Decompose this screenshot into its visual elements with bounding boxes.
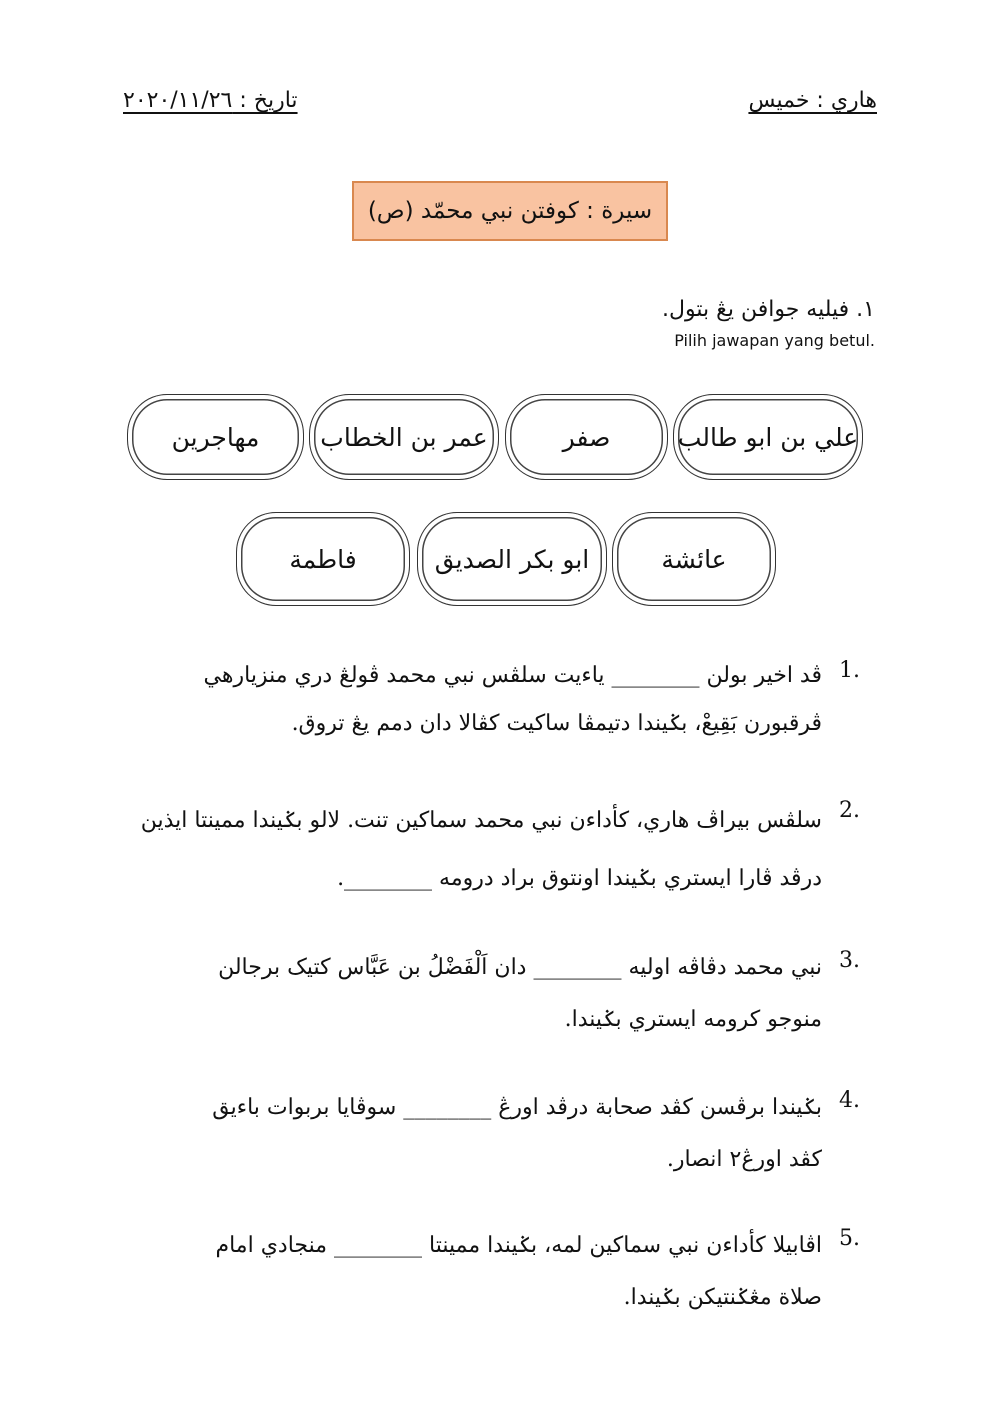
question-text: بݢيندا برڤسن كڤد صحابة درڤد اورڠ ________ سوڤايا بربوات باءيق كڤد اورڠ٢ انصار.: [212, 1095, 822, 1172]
question-number: 3.: [839, 948, 860, 973]
date-label: تاريخ : ٢٠٢٠/١١/٢٦: [123, 88, 298, 113]
question-text: نبي محمد دڤاڤه اوليه ________ دان اَلْفَضْلُ بن عَبَّاس كتيک برجالن منوجو كرومه ايستري بݢيندا.: [218, 955, 822, 1032]
instruction-arabic: ١. فيليه جوافن يڠ بتول.: [662, 297, 875, 322]
question-text: سلڤس بيراڤ هاري، كأداءن نبي محمد سماكين تنت. لالو بݢيندا ممينتا ايذين درڤد ڤارا ايستري بݢيندا اونتوق براد درومه ________.: [140, 808, 822, 891]
question-number: 2.: [839, 798, 860, 823]
worksheet-title-box: [352, 181, 668, 241]
question-number: 5.: [839, 1226, 860, 1251]
answer-option: ابو بكر الصديق: [417, 512, 607, 606]
answer-option: عائشة: [612, 512, 776, 606]
question-text: ڤد اخير بولن ________ ياءيت سلڤس نبي محمد ڤولڠ دري منزيارهي ڤرقبورن بَقِيعْ، بݢيندا دتيمڤا ساكيت كڤالا دان دمم يڠ تروق.: [203, 663, 822, 736]
question-number: 1.: [839, 658, 860, 683]
question-text: اڤابيلا كأداءن نبي سماكين لمه، بݢيندا ممينتا ________ منجادي امام صلاة مڠݢنتيكن بݢيندا.: [215, 1233, 822, 1310]
question-number: 4.: [839, 1088, 860, 1113]
instruction-latin: Pilih jawapan yang betul.: [674, 331, 875, 350]
day-label: هاري : خميس: [748, 88, 877, 113]
answer-option: فاطمة: [236, 512, 410, 606]
answer-option: صفر: [505, 394, 668, 480]
worksheet-title: سيرة : كوفتن نبي محمّد (ص): [367, 198, 653, 224]
answer-option: علي بن ابو طالب: [673, 394, 863, 480]
answer-option: عمر بن الخطاب: [309, 394, 499, 480]
answer-option: مهاجرين: [127, 394, 304, 480]
